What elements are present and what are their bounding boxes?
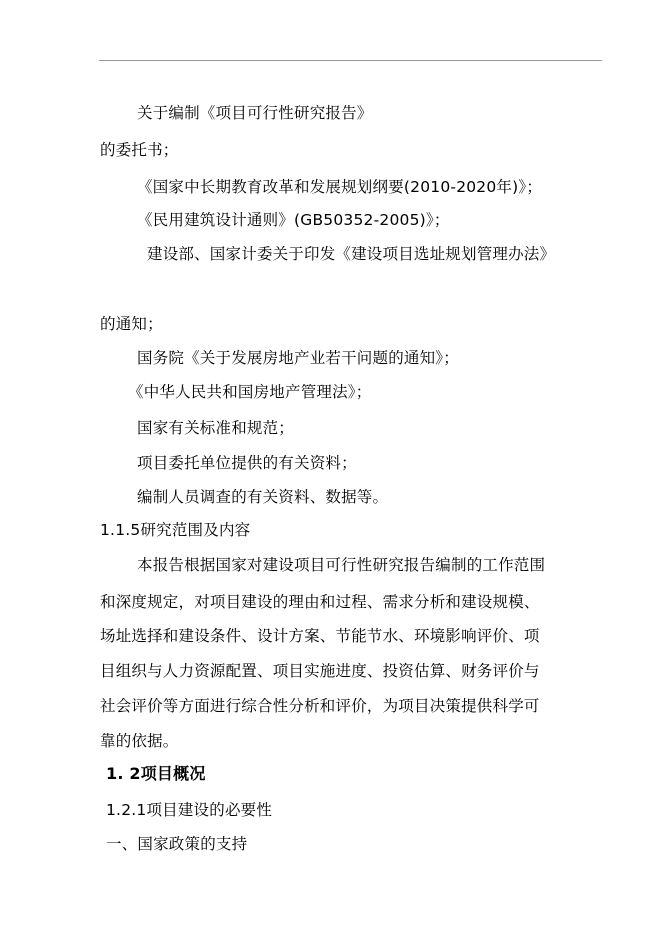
text-line-2: 的委托书； — [100, 141, 179, 159]
text-line-4: 《民用建筑设计通则》(GB50352-2005)》； — [137, 211, 450, 229]
header-rule — [99, 60, 602, 61]
text-line-8: 《中华人民共和国房地产管理法》； — [128, 383, 372, 401]
paragraph-line-2: 和深度规定，对项目建设的理由和过程、需求分析和建设规模、 — [100, 593, 540, 611]
text-line-5: 建设部、国家计委关于印发《建设项目选址规划管理办法》 — [147, 245, 556, 263]
text-line-3: 《国家中长期教育改革和发展规划纲要(2010-2020年)》； — [137, 178, 543, 196]
paragraph-line-4: 目组织与人力资源配置、项目实施进度、投资估算、财务评价与 — [100, 662, 540, 680]
paragraph-line-1: 本报告根据国家对建设项目可行性研究报告编制的工作范围 — [137, 556, 546, 574]
section-1-2-1: 1.2.1项目建设的必要性 — [106, 801, 273, 819]
subsection-one: 一、国家政策的支持 — [106, 835, 248, 853]
paragraph-line-5: 社会评价等方面进行综合性分析和评价，为项目决策提供科学可 — [100, 697, 540, 715]
paragraph-line-6: 靠的依据。 — [100, 732, 179, 750]
text-line-6: 的通知； — [100, 315, 163, 333]
text-line-7: 国务院《关于发展房地产业若干问题的通知》； — [137, 349, 459, 367]
section-1-1-5: 1.1.5研究范围及内容 — [100, 521, 251, 539]
text-line-1: 关于编制《项目可行性研究报告》 — [137, 104, 373, 122]
text-line-9: 国家有关标准和规范； — [137, 419, 295, 437]
section-heading-1-2: 1. 2项目概况 — [106, 764, 206, 783]
text-line-11: 编制人员调查的有关资料、数据等。 — [137, 488, 389, 506]
text-line-10: 项目委托单位提供的有关资料； — [137, 454, 357, 472]
paragraph-line-3: 场址选择和建设条件、设计方案、节能节水、环境影响评价、项 — [100, 627, 540, 645]
